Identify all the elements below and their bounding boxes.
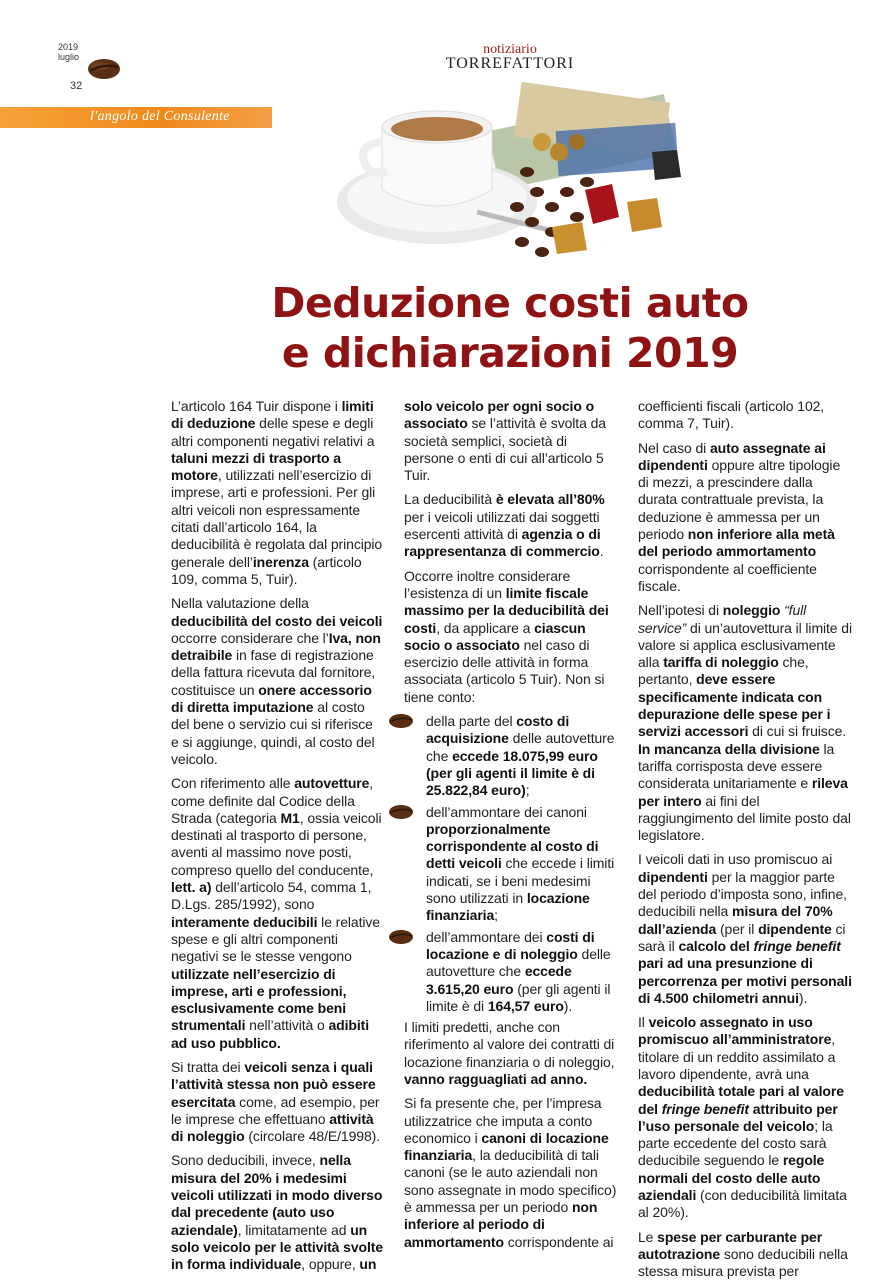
coffee-bean-bullet-icon	[388, 713, 414, 733]
masthead-top: notiziario	[483, 42, 537, 57]
column-2	[404, 398, 619, 1258]
issue-year: 2019	[58, 42, 79, 52]
masthead	[390, 44, 630, 72]
paragraph: solo veicolo per ogni socio o associato se l’attività è svolta da società semplici, società di persone o enti di cui all’articolo 5 Tuir.	[404, 398, 606, 484]
list-item: dell’ammontare dei canoni proporzionalmente corrispondente al costo di detti veicoli che eccede i limiti indicati, se i beni medesimi sono utilizzati in locazione finanziaria;	[404, 804, 619, 925]
paragraph: Le spese per carburante per autotrazione sono deducibili nella stessa misura prevista per	[638, 1228, 848, 1280]
paragraph: Sono deducibili, invece, nella misura del 20% i medesimi veicoli utilizzati in modo diverso dal precedente (auto uso aziendale), limitatamente ad un solo veicolo per le attività svolte in forma individuale, oppure, un	[171, 1152, 384, 1273]
list-item: della parte del costo di acquisizione delle autovetture che eccede 18.075,99 euro (per gli agenti il limite è di 25.822,84 euro);	[404, 713, 619, 799]
paragraph: Il veicolo assegnato in uso promiscuo all’amministratore, titolare di un reddito assimilato a lavoro dipendente, avrà una deducibilità totale pari al valore del fringe benefit attribuito per l’uso personale del veicolo; la parte eccedente del costo sarà deducibile seguendo le regole normali del costo delle auto aziendali (con deducibilità limitata al 20%).	[638, 1014, 847, 1221]
hero-illustration	[327, 72, 697, 272]
page-number: 32	[70, 80, 83, 92]
coffee-bean-bullet-icon	[388, 804, 414, 824]
coffee-bean-bullet-icon	[388, 929, 414, 949]
article-title	[160, 278, 860, 378]
section-label: l'angolo del Consulente	[90, 109, 230, 124]
paragraph: Nella valutazione della deducibilità del costo dei veicoli occorre considerare che l’Iva, non detraibile in fase di registrazione della fattura ricevuta dal fornitore, costituisce un onere accessorio di diretta imputazione al costo del bene o servizio cui si riferisce e si aggiunge, quindi, al costo del veicolo.	[171, 595, 383, 767]
paragraph: Nell’ipotesi di noleggio “full service” di un’autovettura il limite di valore si applica esclusivamente alla tariffa di noleggio che, pertanto, deve essere specificamente indicata con depurazione delle spese per i servizi accessori di cui si fruisce. In mancanza della divisione la tariffa corrisposta deve essere considerata unitariamente e rileva per intero ai fini del raggiungimento del limite posto dal legislatore.	[638, 602, 852, 844]
column-3	[638, 398, 853, 1288]
paragraph: Con riferimento alle autovetture, come definite dal Codice della Strada (categoria M1, ossia veicoli destinati al trasporto di persone, aventi al massimo nove posti, compreso quello del conducente, lett. a) dell’articolo 54, comma 1, D.Lgs. 285/1992), sono interamente deducibili le relative spese e gli altri componenti negativi se le stesse vengono utilizzate nell’esercizio di imprese, arti e professioni, esclusivamente come beni strumentali nell’attività o adibiti ad uso pubblico.	[171, 775, 382, 1051]
paragraph: Si fa presente che, per l’impresa utilizzatrice che imputa a conto economico i canoni di locazione finanziaria, la deducibilità di tali canoni (se le auto aziendali non sono assegnate in modo specifico) è ammessa per un periodo non inferiore al periodo di ammortamento corrispondente ai	[404, 1095, 617, 1250]
paragraph: Si tratta dei veicoli senza i quali l’attività stessa non può essere esercitata come, ad esempio, per le imprese che effettuano attività di noleggio (circolare 48/E/1998).	[171, 1058, 380, 1145]
paragraph: Occorre inoltre considerare l’esistenza di un limite fiscale massimo per la deducibilità dei costi, da applicare a ciascun socio o associato nel caso di esercizio delle attività in forma associata (articolo 5 Tuir). Non si tiene conto:	[404, 567, 609, 705]
paragraph: L’articolo 164 Tuir dispone i limiti di deduzione delle spese e degli altri componenti negativi relativi a taluni mezzi di trasporto a motore, utilizzati nell’esercizio di imprese, arti e professioni. Per gli altri veicoli non espressamente citati dall’articolo 164, la deducibilità è regolata dal principio generale dell’inerenza (articolo 109, comma 5, Tuir).	[171, 398, 383, 587]
column-1	[171, 398, 384, 1281]
list-item: dell’ammontare dei costi di locazione e di noleggio delle autovetture che eccede 3.615,20 euro (per gli agenti il limite è di 164,57 euro).	[404, 929, 619, 1015]
issue-month: luglio	[58, 52, 80, 62]
masthead-name: TORREFATTORI	[445, 55, 575, 72]
paragraph: La deducibilità è elevata all’80% per i veicoli utilizzati dai soggetti esercenti attività di agenzia o di rappresentanza di commercio.	[404, 491, 605, 560]
coffee-bean-icon	[86, 57, 122, 86]
paragraph: I veicoli dati in uso promiscuo ai dipendenti per la maggior parte del periodo d’imposta sono, infine, deducibili nella misura del 70% dall’azienda (per il dipendente ci sarà il calcolo del fringe benefit pari ad una presunzione di percorrenza per motivi personali di 4.500 chilometri annui).	[638, 851, 852, 1006]
title-line-2: e dichiarazioni 2019	[281, 329, 739, 377]
paragraph: I limiti predetti, anche con riferimento al valore dei contratti di locazione finanziaria o di noleggio, vanno ragguagliati ad anno.	[404, 1019, 615, 1087]
paragraph: coefficienti fiscali (articolo 102, comma 7, Tuir).	[638, 398, 825, 432]
title-line-1: Deduzione costi auto	[271, 279, 749, 327]
paragraph: Nel caso di auto assegnate ai dipendenti oppure altre tipologie di mezzi, a prescindere dalla durata contrattuale prevista, la deduzione è ammessa per un periodo non inferiore alla metà del periodo ammortamento corrispondente al coefficiente fiscale.	[638, 439, 841, 594]
